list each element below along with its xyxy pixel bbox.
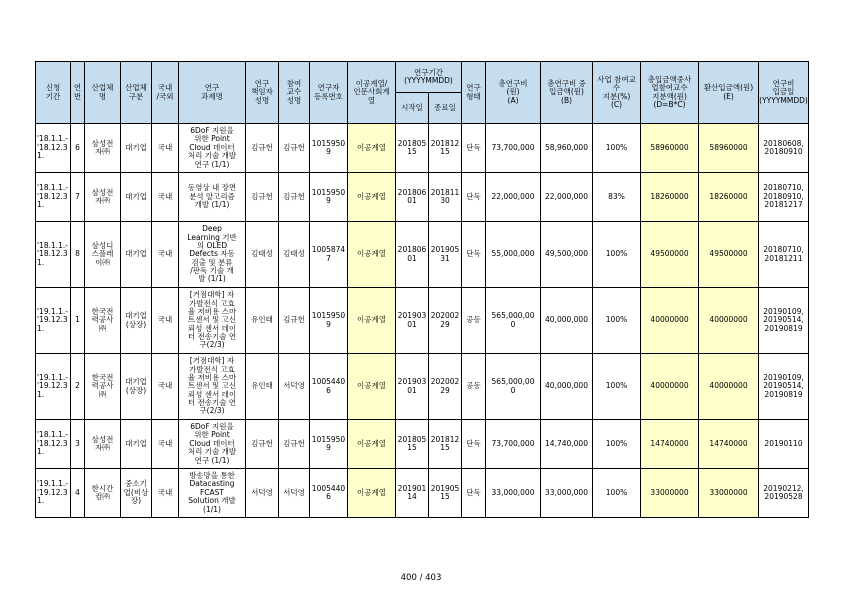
row-company: 한국전 력공사 ㈜ (85, 288, 121, 354)
header-dates: 연구비 입금일 (YYYYMMDD) (759, 62, 809, 124)
row-domestic: 국내 (152, 173, 179, 222)
header-reg-no: 연구자 등록번호 (310, 62, 348, 124)
header-duration: 연구기간 (YYYYMMDD) (396, 62, 462, 93)
header-no: 연 번 (71, 62, 85, 124)
row-received: 22,000,000 (541, 173, 593, 222)
row-company-type: 대기업 (121, 124, 152, 173)
row-title: [거점대학] 자 가발전식 고효 율 저비용 스마 트센서 및 고신 뢰성 센서 데이 터 전송기술 연 구(2/3) (179, 288, 246, 354)
row-form: 단독 (462, 420, 486, 469)
row-title: 6DoF 지원을 위한 Point Cloud 데이터 처리 기술 개발 연구 (1/1) (179, 420, 246, 469)
row-domestic: 국내 (152, 288, 179, 354)
row-end: 201812 15 (429, 420, 462, 469)
row-received: 33,000,000 (541, 469, 593, 518)
row-form: 공동 (462, 354, 486, 420)
row-prof-amount: 58960000 (641, 124, 699, 173)
row-dates: 20180608, 20180910 (759, 124, 809, 173)
header-company-type: 산업체 구분 (121, 62, 152, 124)
row-title: 동영상 내 장면 분석 알고리즘 개발 (1/1) (179, 173, 246, 222)
row-converted: 58960000 (699, 124, 759, 173)
row-end: 201905 31 (429, 222, 462, 288)
row-start: 201806 01 (396, 222, 429, 288)
row-share: 100% (593, 354, 641, 420)
header-converted: 환산입금액(원) (E) (699, 62, 759, 124)
row-end: 201812 15 (429, 124, 462, 173)
row-form: 단독 (462, 173, 486, 222)
row-domestic: 국내 (152, 124, 179, 173)
header-company: 산업체 명 (85, 62, 121, 124)
row-dates: 20190109, 20190514, 20190819 (759, 354, 809, 420)
row-company-type: 대기업 (상장) (121, 288, 152, 354)
row-period: '18.1.1.- '18.12.3 1. (36, 222, 71, 288)
row-period: '18.1.1.- '18.12.3 1. (36, 420, 71, 469)
row-total-fund: 73,700,000 (486, 420, 541, 469)
row-pi: 유인태 (246, 354, 279, 420)
row-domestic: 국내 (152, 222, 179, 288)
row-received: 58,960,000 (541, 124, 593, 173)
row-end: 201905 15 (429, 469, 462, 518)
row-reg-no: 1015950 9 (310, 288, 348, 354)
row-prof: 서덕영 (279, 354, 310, 420)
row-company: 삼성전 자㈜ (85, 420, 121, 469)
row-dates: 20180710, 20180910, 20181217 (759, 173, 809, 222)
row-start: 201903 01 (396, 354, 429, 420)
row-pi: 김규헌 (246, 420, 279, 469)
row-form: 단독 (462, 469, 486, 518)
row-domestic: 국내 (152, 469, 179, 518)
header-received: 총연구비 중 입금액(원) (B) (541, 62, 593, 124)
header-field: 이공계열/ 인문사회계 열 (348, 62, 396, 124)
row-converted: 18260000 (699, 173, 759, 222)
header-prof: 참여 교수 성명 (279, 62, 310, 124)
header-end: 종료일 (429, 93, 462, 124)
row-field: 이공계열 (348, 173, 396, 222)
row-field: 이공계열 (348, 420, 396, 469)
row-period: '18.1.1.- '18.12.3 1. (36, 173, 71, 222)
table-row (36, 420, 809, 469)
row-title: 방송망을 통한 Datacasting FCAST Solution 개발 (1/1) (179, 469, 246, 518)
row-no: 3 (71, 420, 85, 469)
row-period: '18.1.1.- '18.12.3 1. (36, 124, 71, 173)
row-received: 49,500,000 (541, 222, 593, 288)
row-form: 단독 (462, 124, 486, 173)
row-company-type: 대기업 (121, 222, 152, 288)
row-title: [거점대학] 자 가발전식 고효 율 저비용 스마 트센서 및 고신 뢰성 센서 데이 터 전송기술 연 구(2/3) (179, 354, 246, 420)
table-row (36, 173, 809, 222)
header-title: 연구 과제명 (179, 62, 246, 124)
row-reg-no: 1015950 9 (310, 173, 348, 222)
row-prof: 김규헌 (279, 420, 310, 469)
row-start: 201805 15 (396, 420, 429, 469)
row-company: 한국전 력공사 ㈜ (85, 354, 121, 420)
row-company-type: 대기업 (상장) (121, 354, 152, 420)
row-no: 4 (71, 469, 85, 518)
page-number: 400 / 403 (400, 573, 442, 583)
row-end: 202002 29 (429, 354, 462, 420)
row-total-fund: 565,000,00 0 (486, 288, 541, 354)
row-period: '19.1.1.- '19.12.3 1. (36, 469, 71, 518)
header-pi: 연구 책임자 성명 (246, 62, 279, 124)
row-company-type: 대기업 (121, 420, 152, 469)
row-converted: 33000000 (699, 469, 759, 518)
row-prof: 김규헌 (279, 173, 310, 222)
row-start: 201805 15 (396, 124, 429, 173)
row-total-fund: 73,700,000 (486, 124, 541, 173)
row-share: 83% (593, 173, 641, 222)
row-prof-amount: 14740000 (641, 420, 699, 469)
row-prof: 김규헌 (279, 288, 310, 354)
row-converted: 14740000 (699, 420, 759, 469)
row-received: 40,000,000 (541, 354, 593, 420)
row-reg-no: 1005440 6 (310, 469, 348, 518)
row-start: 201806 01 (396, 173, 429, 222)
research-fund-table (35, 61, 809, 518)
row-share: 100% (593, 420, 641, 469)
row-domestic: 국내 (152, 354, 179, 420)
row-field: 이공계열 (348, 222, 396, 288)
row-field: 이공계열 (348, 124, 396, 173)
row-no: 6 (71, 124, 85, 173)
row-total-fund: 565,000,00 0 (486, 354, 541, 420)
row-pi: 김규헌 (246, 124, 279, 173)
row-reg-no: 1015950 9 (310, 420, 348, 469)
row-period: '19.1.1.- '19.12.3 1. (36, 354, 71, 420)
row-field: 이공계열 (348, 288, 396, 354)
row-share: 100% (593, 288, 641, 354)
row-company: 삼성디 스플레 이㈜ (85, 222, 121, 288)
row-field: 이공계열 (348, 354, 396, 420)
row-prof-amount: 33000000 (641, 469, 699, 518)
row-field: 이공계열 (348, 469, 396, 518)
row-total-fund: 55,000,000 (486, 222, 541, 288)
row-reg-no: 1015950 9 (310, 124, 348, 173)
row-company: 삼성전 자㈜ (85, 173, 121, 222)
row-prof: 김규헌 (279, 124, 310, 173)
row-form: 단독 (462, 222, 486, 288)
row-no: 8 (71, 222, 85, 288)
row-received: 14,740,000 (541, 420, 593, 469)
header-period: 신청 기간 (36, 62, 71, 124)
row-total-fund: 22,000,000 (486, 173, 541, 222)
row-pi: 김태성 (246, 222, 279, 288)
row-form: 공동 (462, 288, 486, 354)
row-pi: 유인태 (246, 288, 279, 354)
row-converted: 40000000 (699, 354, 759, 420)
table-row (36, 354, 809, 420)
row-reg-no: 1005874 7 (310, 222, 348, 288)
header-domestic: 국내 /국외 (152, 62, 179, 124)
row-received: 40,000,000 (541, 288, 593, 354)
row-prof-amount: 40000000 (641, 288, 699, 354)
row-share: 100% (593, 124, 641, 173)
row-pi: 서덕영 (246, 469, 279, 518)
row-prof-amount: 18260000 (641, 173, 699, 222)
table-row (36, 469, 809, 518)
row-dates: 20180710, 20181211 (759, 222, 809, 288)
row-converted: 49500000 (699, 222, 759, 288)
row-total-fund: 33,000,000 (486, 469, 541, 518)
row-dates: 20190110 (759, 420, 809, 469)
row-domestic: 국내 (152, 420, 179, 469)
row-prof: 김태성 (279, 222, 310, 288)
row-period: '19.1.1.- '19.12.3 1. (36, 288, 71, 354)
row-start: 201901 14 (396, 469, 429, 518)
row-company-type: 대기업 (121, 173, 152, 222)
row-reg-no: 1005440 6 (310, 354, 348, 420)
table-body (36, 124, 809, 518)
row-title: Deep Learning 기반 의 OLED Defects 자동 검출 및 분류 /판독 기술 개 발 (1/1) (179, 222, 246, 288)
row-end: 201811 30 (429, 173, 462, 222)
row-title: 6DoF 지원을 위한 Point Cloud 데이터 처리 기술 개발 연구 (1/1) (179, 124, 246, 173)
row-prof-amount: 40000000 (641, 354, 699, 420)
table-row (36, 222, 809, 288)
table-row (36, 124, 809, 173)
row-prof-amount: 49500000 (641, 222, 699, 288)
row-company-type: 중소기 업(비상 장) (121, 469, 152, 518)
row-end: 202002 29 (429, 288, 462, 354)
row-prof: 서덕영 (279, 469, 310, 518)
row-share: 100% (593, 469, 641, 518)
row-company: 삼성전 자㈜ (85, 124, 121, 173)
row-share: 100% (593, 222, 641, 288)
row-no: 7 (71, 173, 85, 222)
header-prof-amount: 총입금액중사 업참여교수 지분액(원) (D=B*C) (641, 62, 699, 124)
header-share: 사업 참여교 수 지분(%) (C) (593, 62, 641, 124)
row-dates: 20190109, 20190514, 20190819 (759, 288, 809, 354)
row-dates: 20190212, 20190528 (759, 469, 809, 518)
row-company: 한시간 컴㈜ (85, 469, 121, 518)
header-start: 시작일 (396, 93, 429, 124)
table-row (36, 288, 809, 354)
row-converted: 40000000 (699, 288, 759, 354)
row-no: 1 (71, 288, 85, 354)
row-pi: 김규헌 (246, 173, 279, 222)
header-form: 연구 형태 (462, 62, 486, 124)
row-no: 2 (71, 354, 85, 420)
header-total-fund: 총연구비 (원) (A) (486, 62, 541, 124)
row-start: 201903 01 (396, 288, 429, 354)
